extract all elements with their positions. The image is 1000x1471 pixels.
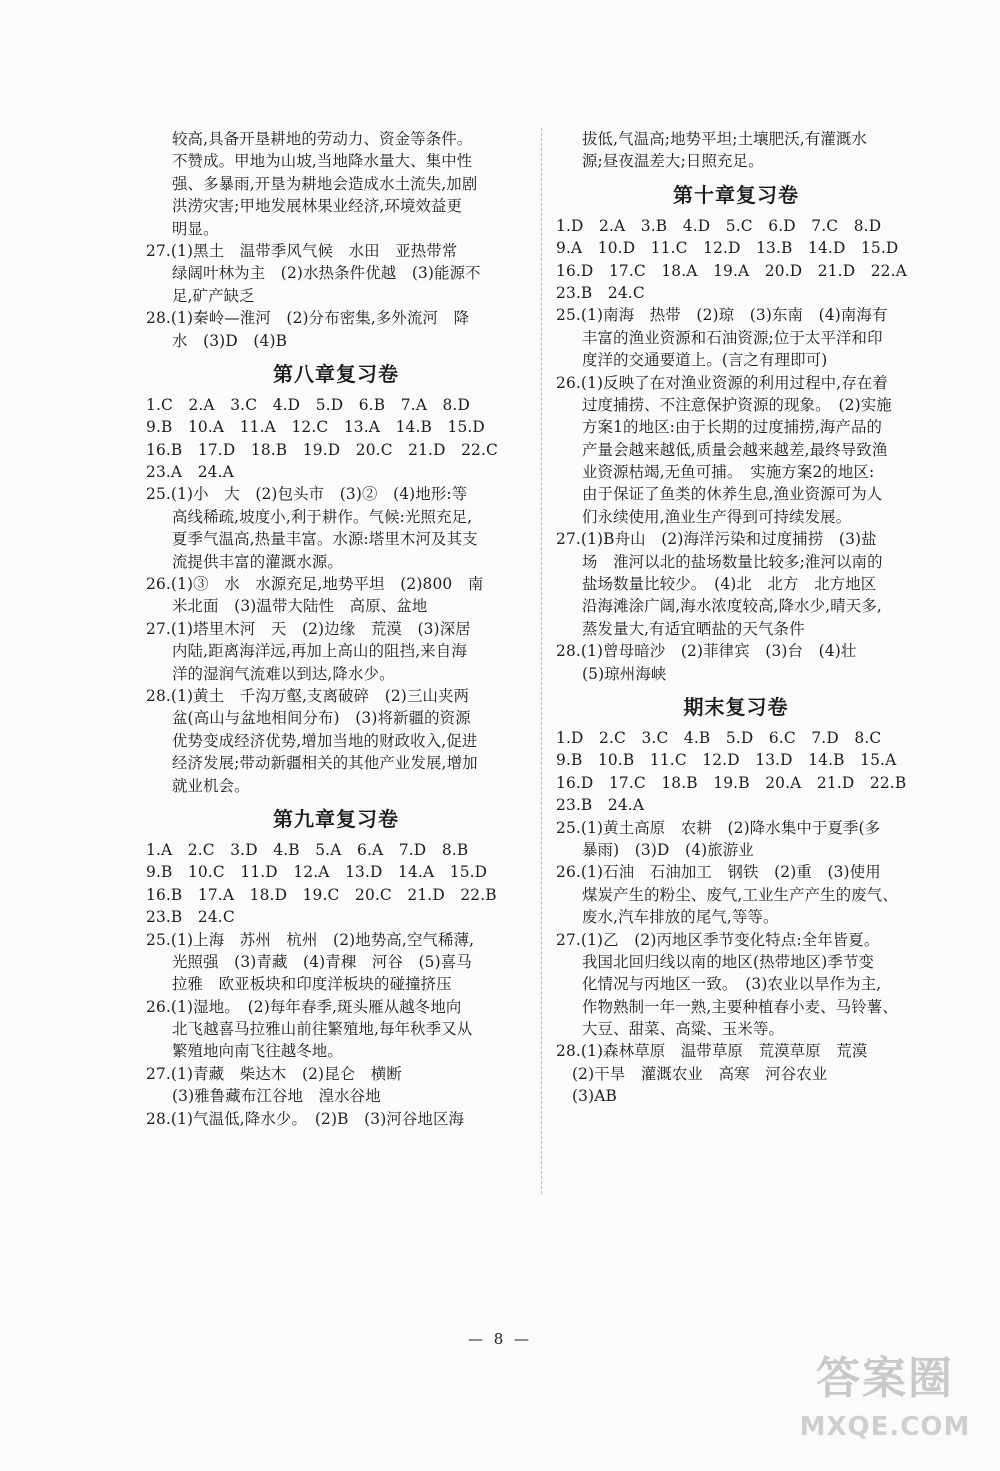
answer-line: 绿阔叶林为主 (2)水热条件优越 (3)能源不 <box>172 264 481 283</box>
right-column <box>556 128 916 1108</box>
answer-line: 16.B 17.A 18.D 19.C 20.C 21.D 22.B <box>146 885 497 904</box>
watermark-site-text: MXQE.COM <box>799 1412 971 1442</box>
answer-line: 水 (3)D (4)B <box>172 331 288 350</box>
answer-line: 16.D 17.C 18.A 19.A 20.D 21.D 22.A <box>556 261 907 280</box>
answer-line: 大豆、甜菜、高粱、玉米等。 <box>582 1020 785 1039</box>
answer-line: 丰富的渔业资源和石油资源;位于太平洋和印 <box>582 328 883 347</box>
answer-line: 25.(1)小 大 (2)包头市 (3)② (4)地形:等 <box>146 485 468 504</box>
answer-line: 暴雨) (3)D (4)旅游业 <box>582 840 754 859</box>
section-heading: 第十章复习卷 <box>673 182 799 207</box>
answer-line: 洋的湿润气流难以到达,降水少。 <box>172 664 395 683</box>
answer-line: 25.(1)上海 苏州 杭州 (2)地势高,空气稀薄, <box>146 930 475 949</box>
answer-line: 9.A 10.D 11.C 12.D 13.B 14.D 15.D <box>556 239 899 258</box>
answer-line: (5)琼州海峡 <box>582 664 667 683</box>
answer-line: 我国北回归线以南的地区(热带地区)季节变 <box>582 952 875 971</box>
answer-line: 北飞越喜马拉雅山前往繁殖地,每年秋季又从 <box>172 1020 473 1039</box>
page-number: — 8 — <box>467 1330 533 1348</box>
answer-line: 23.B 24.C <box>556 283 645 302</box>
answer-line: 作物熟制一年一熟,主要种植春小麦、马铃薯、 <box>582 997 898 1016</box>
answer-line: 9.B 10.B 11.C 12.D 13.D 14.B 15.A <box>556 751 897 770</box>
answer-line: 27.(1)塔里木河 天 (2)边缘 荒漠 (3)深居 <box>146 619 471 638</box>
answer-line: 23.A 24.A <box>146 463 234 482</box>
answer-line: 经济发展;带动新疆相关的其他产业发展,增加 <box>172 754 478 773</box>
answer-line: 9.B 10.A 11.A 12.C 13.A 14.B 15.D <box>146 418 485 437</box>
answer-line: 23.B 24.A <box>556 796 645 815</box>
answer-line: 26.(1)石油 石油加工 钢铁 (2)重 (3)使用 <box>556 863 881 882</box>
answer-line: 明显。 <box>172 219 219 238</box>
column-divider <box>541 128 542 1194</box>
answer-line: 25.(1)黄土高原 农耕 (2)降水集中于夏季(多 <box>556 818 881 837</box>
answer-line: 夏季气温高,热量丰富。水源:塔里木河及其支 <box>172 530 478 549</box>
answer-line: 25.(1)南海 热带 (2)琼 (3)东南 (4)南海有 <box>556 306 888 325</box>
answer-line: 28.(1)曾母暗沙 (2)菲律宾 (3)台 (4)壮 <box>556 642 857 661</box>
answer-line: 化情况与丙地区一致。 (3)农业以旱作为主, <box>582 975 882 994</box>
answer-line: 产量会越来越低,质量会越来越差,最终导致渔 <box>582 440 888 459</box>
section-heading: 第八章复习卷 <box>273 361 399 386</box>
answer-line: 流提供丰富的灌溉水源。 <box>172 552 343 571</box>
answer-line: 沿海滩涂广阔,海水浓度较高,降水少,晴天多, <box>582 597 882 616</box>
answer-line: (3)雅鲁藏布江谷地 湟水谷地 <box>172 1087 381 1106</box>
answer-line: 就业机会。 <box>172 776 250 795</box>
answer-line: 盆(高山与盆地相间分布) (3)将新疆的资源 <box>172 709 471 728</box>
answer-line: 1.D 2.A 3.B 4.D 5.C 6.D 7.C 8.D <box>556 216 882 235</box>
answer-line: 繁殖地向南飞往越冬地。 <box>172 1042 343 1061</box>
answer-line: 26.(1)③ 水 水源充足,地势平坦 (2)800 南 <box>146 575 484 594</box>
answer-line: 27.(1)乙 (2)丙地区季节变化特点:全年皆夏。 <box>556 930 880 949</box>
section-heading: 第九章复习卷 <box>273 806 399 831</box>
section-heading: 期末复习卷 <box>683 694 789 719</box>
answer-line: (2)干旱 灌溉农业 高寒 河谷农业 <box>572 1064 828 1083</box>
answer-line: 拔低,气温高;地势平坦;土壤肥沃,有灌溉水 <box>582 130 867 148</box>
answer-line: 28.(1)黄土 千沟万壑,支离破碎 (2)三山夹两 <box>146 686 470 705</box>
answer-line: 蒸发量大,有适宜晒盐的天气条件 <box>582 619 805 638</box>
answer-line: 27.(1)黑土 温带季风气候 水田 亚热带常 <box>146 241 458 260</box>
answer-line: 强、多暴雨,开垦为耕地会造成水土流失,加剧 <box>172 174 478 193</box>
answer-line: 27.(1)B舟山 (2)海洋污染和过度捕捞 (3)盐 <box>556 530 877 549</box>
answer-line: 废水,汽车排放的尾气,等等。 <box>582 908 779 927</box>
answer-line: 28.(1)秦岭—淮河 (2)分布密集,多外流河 降 <box>146 309 470 328</box>
answer-line: 业资源枯竭,无鱼可捕。 实施方案2的地区: <box>582 463 875 482</box>
answer-line: 较高,具备开垦耕地的劳动力、资金等条件。 <box>172 130 473 148</box>
answer-line: 光照强 (3)青藏 (4)青稞 河谷 (5)喜马 <box>172 952 472 971</box>
answer-line: 9.B 10.C 11.D 12.A 13.D 14.A 15.D <box>146 863 488 882</box>
answer-line: 27.(1)青藏 柴达木 (2)昆仑 横断 <box>146 1064 402 1083</box>
left-column <box>146 128 526 1130</box>
answer-line: 不赞成。甲地为山坡,当地降水量大、集中性 <box>172 152 473 171</box>
watermark-logo <box>790 1349 980 1465</box>
answer-line: 方案1的地区:由于长期的过度捕捞,海产品的 <box>582 418 883 437</box>
answer-line: 由于保证了鱼类的休养生息,渔业资源可为人 <box>582 485 883 504</box>
answer-line: 内陆,距离海洋远,再加上高山的阻挡,来自海 <box>172 642 467 661</box>
answer-line: 场 淮河以北的盐场数量比较多;淮河以南的 <box>582 552 883 571</box>
answer-line: 米北面 (3)温带大陆性 高原、盆地 <box>172 597 428 616</box>
answer-line: 28.(1)气温低,降水少。 (2)B (3)河谷地区海 <box>146 1109 465 1128</box>
answer-line: 拉雅 欧亚板块和印度洋板块的碰撞挤压 <box>172 975 452 994</box>
answer-line: 足,矿产缺乏 <box>172 286 255 305</box>
answer-line: (3)AB <box>572 1087 617 1106</box>
answer-line: 源;昼夜温差大;日照充足。 <box>582 152 764 171</box>
answer-line: 28.(1)森林草原 温带草原 荒漠草原 荒漠 <box>556 1042 868 1061</box>
answer-line: 1.A 2.C 3.D 4.B 5.A 6.A 7.D 8.B <box>146 840 469 859</box>
answer-line: 26.(1)反映了在对渔业资源的利用过程中,存在着 <box>556 373 888 392</box>
answer-line: 1.D 2.C 3.C 4.B 5.D 6.C 7.D 8.C <box>556 728 882 747</box>
answer-line: 26.(1)湿地。 (2)每年春季,斑头雁从越冬地向 <box>146 997 462 1016</box>
answer-line: 优势变成经济优势,增加当地的财政收入,促进 <box>172 731 478 750</box>
answer-line: 过度捕捞、不注意保护资源的现象。 (2)实施 <box>582 395 892 414</box>
watermark-logo-text: 答案圈 <box>816 1353 954 1404</box>
answer-line: 16.D 17.C 18.B 19.B 20.A 21.D 22.B <box>556 773 907 792</box>
answer-line: 盐场数量比较少。 (4)北 北方 北方地区 <box>582 575 877 594</box>
answer-line: 洪涝灾害;甲地发展林果业经济,环境效益更 <box>172 197 463 216</box>
answer-line: 23.B 24.C <box>146 908 235 927</box>
answer-line: 1.C 2.A 3.C 4.D 5.D 6.B 7.A 8.D <box>146 395 470 414</box>
answer-line: 16.B 17.D 18.B 19.D 20.C 21.D 22.C <box>146 440 498 459</box>
answer-line: 高线稀疏,坡度小,利于耕作。气候:光照充足, <box>172 507 473 526</box>
answer-line: 度洋的交通要道上。(言之有理即可) <box>582 351 828 370</box>
answer-line: 煤炭产生的粉尘、废气,工业生产产生的废气、 <box>582 885 898 904</box>
answer-line: 们永续使用,渔业生产得到可持续发展。 <box>582 507 852 526</box>
